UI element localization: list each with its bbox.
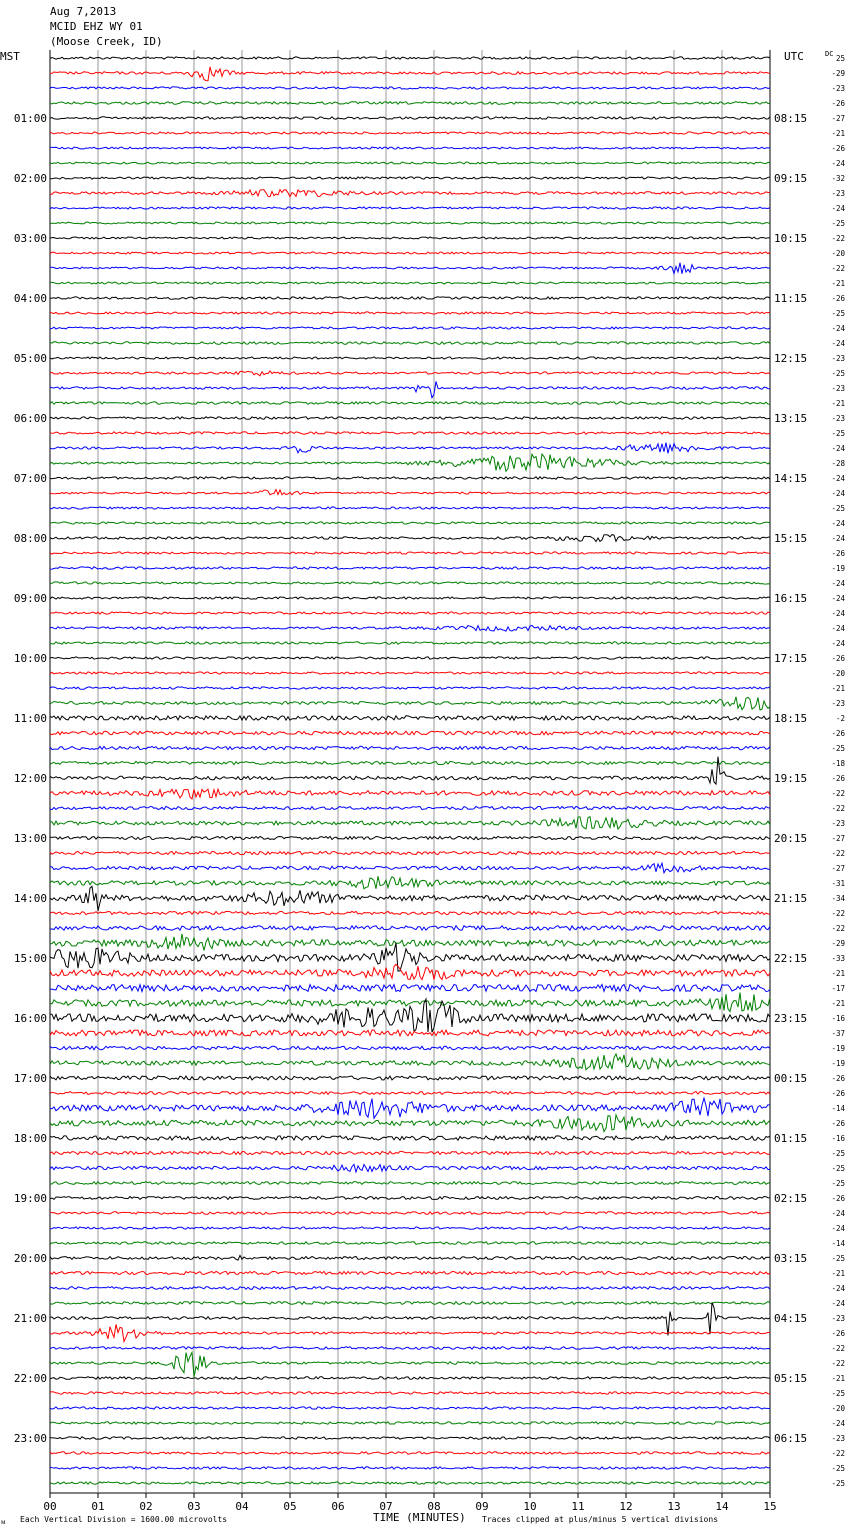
seismic-trace	[50, 552, 770, 554]
x-tick-label: 08	[427, 1500, 441, 1513]
dc-offset-label: -24	[831, 324, 845, 333]
dc-offset-label: -24	[831, 1224, 845, 1233]
dc-offset-label: -26	[831, 1089, 845, 1098]
seismic-trace	[50, 222, 770, 224]
hour-label-utc: 16:15	[774, 592, 808, 605]
seismic-trace	[50, 117, 770, 119]
seismic-trace	[50, 1271, 770, 1274]
seismic-trace	[50, 806, 770, 809]
dc-offset-label: -32	[831, 174, 845, 183]
dc-offset-label: -21	[831, 1374, 845, 1383]
x-axis-title: TIME (MINUTES)	[373, 1511, 466, 1524]
hour-label-utc: 23:15	[774, 1012, 808, 1025]
dc-offset-label: -22	[831, 1344, 845, 1353]
seismic-trace	[50, 1212, 770, 1215]
seismic-trace	[50, 1182, 770, 1185]
hour-label-utc: 21:15	[774, 892, 808, 905]
hour-label-mst: 02:00	[13, 172, 47, 185]
dc-offset-label: -19	[831, 564, 845, 573]
dc-offset-label: -25	[831, 1464, 845, 1473]
x-tick-label: 01	[91, 1500, 105, 1513]
hour-label-utc: 09:15	[774, 172, 808, 185]
dc-offset-label: -19	[831, 1044, 845, 1053]
dc-offset-label: -29	[831, 939, 845, 948]
dc-offset-label: 25	[835, 54, 845, 63]
dc-offset-label: -25	[831, 1389, 845, 1398]
seismic-trace	[50, 454, 770, 471]
dc-offset-label: -37	[831, 1029, 845, 1038]
seismic-trace	[50, 731, 770, 735]
seismic-trace	[50, 1151, 770, 1154]
hour-label-utc: 05:15	[774, 1372, 808, 1385]
dc-offset-label: -23	[831, 1314, 845, 1323]
dc-offset-label: -23	[831, 414, 845, 423]
dc-offset-label: -21	[831, 129, 845, 138]
dc-offset-label: -23	[831, 84, 845, 93]
seismic-trace	[50, 132, 770, 134]
seismic-trace	[50, 252, 770, 254]
seismic-trace	[50, 237, 770, 239]
scale-note: Each Vertical Division = 1600.00 microvolts	[20, 1515, 228, 1524]
dc-offset-label: -24	[831, 579, 845, 588]
seismic-trace	[50, 490, 770, 495]
x-tick-label: 12	[619, 1500, 633, 1513]
dc-offset-label: -25	[831, 1164, 845, 1173]
hour-label-mst: 03:00	[13, 232, 47, 245]
hour-label-mst: 05:00	[13, 352, 47, 365]
hour-label-mst: 10:00	[13, 652, 47, 665]
seismic-trace	[50, 687, 770, 689]
dc-offset-label: -22	[831, 264, 845, 273]
seismic-trace	[50, 1407, 770, 1409]
hour-label-utc: 13:15	[774, 412, 808, 425]
hour-label-utc: 10:15	[774, 232, 808, 245]
mst-label: MST	[0, 50, 20, 63]
dc-offset-label: -25	[831, 1479, 845, 1488]
seismic-trace	[50, 1046, 770, 1050]
dc-offset-label: -25	[831, 429, 845, 438]
hour-label-utc: 17:15	[774, 652, 808, 665]
hour-label-utc: 22:15	[774, 952, 808, 965]
seismic-trace	[50, 382, 770, 398]
seismic-trace	[50, 1482, 770, 1484]
hour-label-mst: 09:00	[13, 592, 47, 605]
seismic-trace	[50, 863, 770, 873]
seismic-trace	[50, 1377, 770, 1380]
dc-offset-label: -25	[831, 504, 845, 513]
x-tick-label: 02	[139, 1500, 153, 1513]
x-tick-label: 06	[331, 1500, 345, 1513]
seismic-trace	[50, 1392, 770, 1394]
dc-offset-label: -24	[831, 609, 845, 618]
x-tick-label: 14	[715, 1500, 729, 1513]
hour-label-mst: 22:00	[13, 1372, 47, 1385]
seismic-trace	[50, 1098, 770, 1118]
seismic-trace	[50, 57, 770, 59]
x-tick-label: 13	[667, 1500, 681, 1513]
dc-offset-label: -23	[831, 1434, 845, 1443]
seismic-trace	[50, 1164, 770, 1172]
hour-label-utc: 03:15	[774, 1252, 808, 1265]
dc-offset-label: -26	[831, 1074, 845, 1083]
dc-offset-label: -26	[831, 99, 845, 108]
seismic-trace	[50, 357, 770, 359]
hour-label-mst: 15:00	[13, 952, 47, 965]
dc-offset-label: -25	[831, 1179, 845, 1188]
dc-offset-label: -22	[831, 234, 845, 243]
seismic-trace	[50, 757, 770, 784]
dc-offset-label: -25	[831, 744, 845, 753]
seismic-trace	[50, 836, 770, 839]
seismic-trace	[50, 789, 770, 799]
dc-offset-label: -25	[831, 1254, 845, 1263]
dc-offset-label: -22	[831, 924, 845, 933]
seismic-trace	[50, 1136, 770, 1140]
dc-offset-label: -18	[831, 759, 845, 768]
seismic-trace	[50, 911, 770, 914]
seismic-trace	[50, 612, 770, 614]
dc-offset-label: -21	[831, 999, 845, 1008]
seismic-trace	[50, 102, 770, 105]
seismic-trace	[50, 1352, 770, 1377]
hour-label-utc: 18:15	[774, 712, 808, 725]
seismic-trace	[50, 716, 770, 720]
seismic-trace	[50, 1197, 770, 1200]
dc-offset-label: -16	[831, 1014, 845, 1023]
hour-label-mst: 04:00	[13, 292, 47, 305]
dc-offset-label: -24	[831, 624, 845, 633]
dc-offset-label: -21	[831, 399, 845, 408]
x-tick-label: 10	[523, 1500, 537, 1513]
dc-offset-label: -21	[831, 279, 845, 288]
dc-offset-label: -16	[831, 1134, 845, 1143]
hour-label-utc: 06:15	[774, 1432, 808, 1445]
dc-offset-label: -17	[831, 984, 845, 993]
seismic-trace	[50, 1030, 770, 1036]
hour-label-mst: 12:00	[13, 772, 47, 785]
seismic-trace	[50, 67, 770, 81]
seismic-trace	[50, 1287, 770, 1290]
dc-offset-label: -23	[831, 819, 845, 828]
dc-offset-label: -27	[831, 834, 845, 843]
seismic-trace	[50, 672, 770, 674]
dc-offset-label: -21	[831, 1269, 845, 1278]
dc-offset-label: -24	[831, 474, 845, 483]
x-tick-label: 03	[187, 1500, 201, 1513]
seismic-trace	[50, 1092, 770, 1095]
hour-label-utc: 04:15	[774, 1312, 808, 1325]
dc-offset-label: -19	[831, 1059, 845, 1068]
dc-offset-label: -24	[831, 594, 845, 603]
seismic-trace	[50, 876, 770, 889]
header-station: MCID EHZ WY 01	[50, 20, 143, 33]
seismic-trace	[50, 1227, 770, 1229]
dc-offset-label: -22	[831, 1359, 845, 1368]
x-tick-label: 04	[235, 1500, 249, 1513]
seismic-trace	[50, 1302, 770, 1335]
hour-label-mst: 17:00	[13, 1072, 47, 1085]
seismic-trace	[50, 817, 770, 829]
dc-label: DC	[825, 50, 834, 58]
hour-label-mst: 21:00	[13, 1312, 47, 1325]
seismic-trace	[50, 964, 770, 979]
seismic-trace	[50, 177, 770, 179]
dc-offset-label: -34	[831, 894, 845, 903]
dc-offset-label: -24	[831, 444, 845, 453]
hour-label-mst: 01:00	[13, 112, 47, 125]
seismic-trace	[50, 934, 770, 951]
seismic-trace	[50, 1302, 770, 1305]
dc-offset-label: -24	[831, 1299, 845, 1308]
dc-offset-label: -24	[831, 159, 845, 168]
dc-offset-label: -24	[831, 339, 845, 348]
hour-label-mst: 18:00	[13, 1132, 47, 1145]
hour-label-utc: 01:15	[774, 1132, 808, 1145]
seismic-trace	[50, 1437, 770, 1439]
hour-label-mst: 20:00	[13, 1252, 47, 1265]
seismic-trace	[50, 1452, 770, 1454]
hour-label-mst: 06:00	[13, 412, 47, 425]
dc-offset-label: -20	[831, 1404, 845, 1413]
dc-offset-label: -26	[831, 1194, 845, 1203]
seismic-trace	[50, 1242, 770, 1245]
dc-offset-label: -14	[831, 1239, 845, 1248]
seismic-trace	[50, 342, 770, 345]
seismic-trace	[50, 207, 770, 209]
hour-label-mst: 19:00	[13, 1192, 47, 1205]
dc-offset-label: -20	[831, 249, 845, 258]
seismic-trace	[50, 985, 770, 992]
dc-offset-label: -24	[831, 534, 845, 543]
seismic-trace	[50, 761, 770, 764]
seismic-trace	[50, 1467, 770, 1469]
x-tick-label: 15	[763, 1500, 777, 1513]
hour-label-mst: 11:00	[13, 712, 47, 725]
dc-offset-label: -20	[831, 669, 845, 678]
seismic-trace	[50, 477, 770, 479]
seismic-trace	[50, 162, 770, 164]
seismic-trace	[50, 443, 770, 454]
seismic-trace	[50, 190, 770, 197]
dc-offset-label: -24	[831, 204, 845, 213]
seismic-trace	[50, 642, 770, 644]
dc-offset-label: -26	[831, 1329, 845, 1338]
seismic-trace	[50, 597, 770, 599]
dc-offset-label: -26	[831, 774, 845, 783]
dc-offset-label: -33	[831, 954, 845, 963]
seismic-trace	[50, 746, 770, 749]
hour-label-utc: 20:15	[774, 832, 808, 845]
dc-offset-label: -21	[831, 969, 845, 978]
seismic-trace	[50, 297, 770, 299]
hour-label-mst: 14:00	[13, 892, 47, 905]
seismic-trace	[50, 432, 770, 434]
seismic-trace	[50, 1255, 770, 1260]
seismic-trace	[50, 626, 770, 632]
dc-offset-label: -26	[831, 729, 845, 738]
corner-mark: ᴍ	[1, 1518, 6, 1526]
dc-offset-label: -27	[831, 864, 845, 873]
hour-label-utc: 02:15	[774, 1192, 808, 1205]
utc-label: UTC	[784, 50, 804, 63]
dc-offset-label: -2	[835, 714, 845, 723]
clip-note: Traces clipped at plus/minus 5 vertical divisions	[482, 1515, 719, 1524]
seismic-trace	[50, 657, 770, 659]
hour-label-utc: 00:15	[774, 1072, 808, 1085]
seismic-trace	[50, 263, 770, 274]
seismic-trace	[50, 371, 770, 376]
dc-offset-label: -25	[831, 1149, 845, 1158]
seismic-trace	[50, 926, 770, 931]
dc-offset-label: -14	[831, 1104, 845, 1113]
seismic-trace	[50, 417, 770, 419]
seismic-trace	[50, 147, 770, 149]
dc-offset-label: -26	[831, 1119, 845, 1128]
dc-offset-label: -29	[831, 69, 845, 78]
dc-offset-label: -26	[831, 549, 845, 558]
seismic-trace	[50, 567, 770, 569]
dc-offset-label: -22	[831, 789, 845, 798]
seismic-trace	[50, 522, 770, 524]
dc-offset-label: -24	[831, 1209, 845, 1218]
dc-offset-label: -26	[831, 144, 845, 153]
x-tick-label: 11	[571, 1500, 585, 1513]
seismic-trace	[50, 535, 770, 542]
header-location: (Moose Creek, ID)	[50, 35, 163, 48]
seismic-trace	[50, 1347, 770, 1350]
hour-label-utc: 12:15	[774, 352, 808, 365]
dc-offset-label: -24	[831, 519, 845, 528]
dc-offset-label: -31	[831, 879, 845, 888]
hour-label-utc: 14:15	[774, 472, 808, 485]
dc-offset-label: -22	[831, 804, 845, 813]
dc-offset-label: -24	[831, 1284, 845, 1293]
hour-label-mst: 16:00	[13, 1012, 47, 1025]
seismic-trace	[50, 1076, 770, 1080]
dc-offset-label: -21	[831, 684, 845, 693]
dc-offset-label: -24	[831, 639, 845, 648]
dc-offset-label: -24	[831, 1419, 845, 1428]
seismic-trace	[50, 1324, 770, 1341]
seismic-trace	[50, 312, 770, 314]
seismic-trace	[50, 697, 770, 710]
dc-offset-label: -27	[831, 114, 845, 123]
dc-offset-label: -22	[831, 849, 845, 858]
dc-offset-label: -25	[831, 369, 845, 378]
dc-offset-label: -24	[831, 489, 845, 498]
x-tick-label: 09	[475, 1500, 489, 1513]
hour-label-mst: 08:00	[13, 532, 47, 545]
dc-offset-label: -22	[831, 1449, 845, 1458]
hour-label-mst: 23:00	[13, 1432, 47, 1445]
hour-label-utc: 08:15	[774, 112, 808, 125]
seismic-trace	[50, 1054, 770, 1070]
dc-offset-label: -22	[831, 909, 845, 918]
seismic-trace	[50, 1115, 770, 1132]
dc-offset-label: -26	[831, 654, 845, 663]
x-tick-label: 00	[43, 1500, 57, 1513]
dc-offset-label: -23	[831, 354, 845, 363]
dc-offset-label: -26	[831, 294, 845, 303]
dc-offset-label: -25	[831, 219, 845, 228]
dc-offset-label: -23	[831, 699, 845, 708]
seismic-trace	[50, 851, 770, 854]
dc-offset-label: -25	[831, 309, 845, 318]
seismic-trace	[50, 327, 770, 329]
hour-label-utc: 19:15	[774, 772, 808, 785]
hour-label-mst: 07:00	[13, 472, 47, 485]
seismic-trace	[50, 402, 770, 405]
dc-offset-label: -28	[831, 459, 845, 468]
header-date: Aug 7,2013	[50, 5, 117, 18]
seismic-trace	[50, 507, 770, 509]
hour-label-mst: 13:00	[13, 832, 47, 845]
dc-offset-label: -23	[831, 189, 845, 198]
seismic-trace	[50, 886, 770, 911]
seismic-trace	[50, 87, 770, 89]
x-tick-label: 05	[283, 1500, 297, 1513]
seismic-trace	[50, 282, 770, 284]
seismic-trace	[50, 1422, 770, 1424]
x-tick-label: 07	[379, 1500, 393, 1513]
hour-label-utc: 15:15	[774, 532, 808, 545]
seismic-trace	[50, 582, 770, 584]
hour-label-utc: 11:15	[774, 292, 808, 305]
dc-offset-label: -23	[831, 384, 845, 393]
